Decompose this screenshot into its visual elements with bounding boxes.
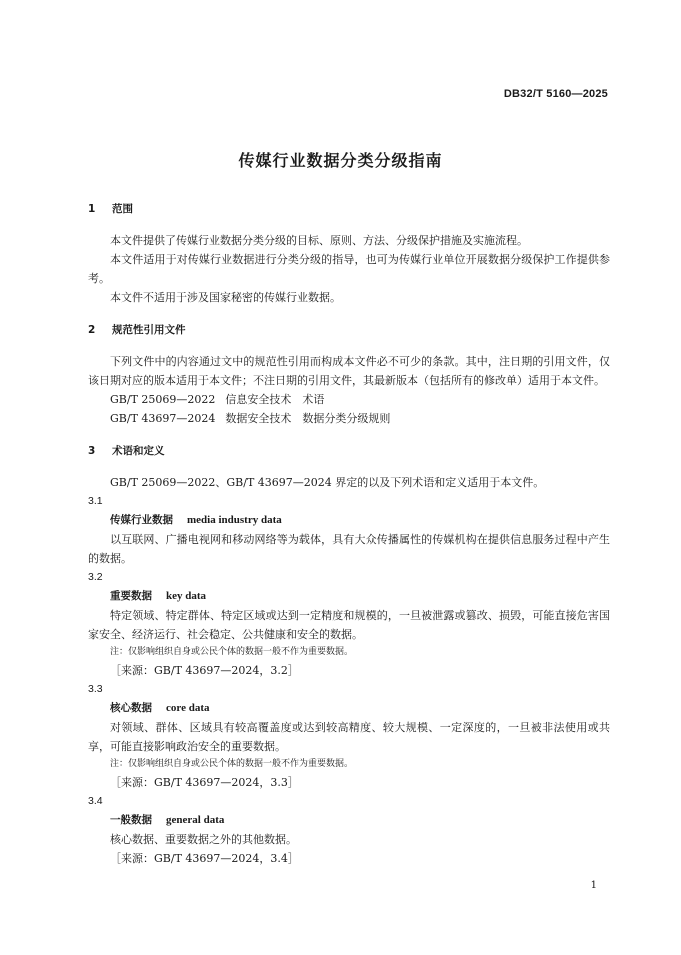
reference-title: 信息安全技术 术语 [225, 393, 325, 406]
term-en: core data [166, 702, 210, 714]
document-title: 传媒行业数据分类分级指南 [238, 151, 443, 170]
term-note: 注：仅影响组织自身或公民个体的数据一般不作为重要数据。 [110, 647, 354, 657]
section-title: 范围 [112, 203, 133, 215]
reference-title: 数据安全技术 数据分类分级规则 [225, 412, 391, 425]
paragraph: 本文件提供了传媒行业数据分类分级的目标、原则、方法、分级保护措施及实施流程。 [110, 234, 528, 247]
term-definition: 核心数据、重要数据之外的其他数据。 [110, 833, 297, 846]
page-number: 1 [590, 880, 597, 891]
section-heading-scope [88, 200, 610, 219]
paragraph: 下列文件中的内容通过文中的规范性引用而构成本文件必不可少的条款。其中，注日期的引用文件，仅该日期对应的版本适用于本文件；不注日期的引用文件，其最新版本（包括所有的修改单）适用于本文件。 [88, 355, 610, 387]
term-number: 3.1 [88, 495, 103, 507]
reference-item [88, 390, 610, 409]
section-number: 3 [88, 445, 96, 457]
term-source: ［来源：GB/T 43697—2024，3.3］ [110, 776, 299, 789]
term-definition: 对领域、群体、区域具有较高覆盖度或达到较高精度、较大规模、一定深度的，一旦被非法使用或共享，可能直接影响政治安全的重要数据。 [88, 721, 610, 753]
term-en: general data [166, 814, 225, 826]
term-name [88, 587, 610, 606]
section-title: 规范性引用文件 [112, 324, 186, 336]
term-en: key data [166, 590, 207, 602]
reference-code: GB/T 43697—2024 [110, 412, 216, 425]
term-definition: 以互联网、广播电视网和移动网络等为载体，具有大众传播属性的传媒机构在提供信息服务过程中产生的数据。 [88, 533, 610, 565]
term-note: 注：仅影响组织自身或公民个体的数据一般不作为重要数据。 [110, 759, 354, 769]
paragraph: 本文件不适用于涉及国家秘密的传媒行业数据。 [110, 291, 341, 304]
term-number: 3.4 [88, 795, 103, 807]
standard-code: DB32/T 5160—2025 [503, 88, 608, 100]
paragraph: 本文件适用于对传媒行业数据进行分类分级的指导，也可为传媒行业单位开展数据分级保护工作提供参考。 [88, 253, 610, 285]
term-zh: 重要数据 [110, 590, 152, 602]
paragraph: GB/T 25069—2022、GB/T 43697—2024 界定的以及下列术语和定义适用于本文件。 [110, 476, 545, 489]
section-heading-normative-references [88, 321, 610, 340]
term-number: 3.2 [88, 571, 103, 583]
section-number: 2 [88, 324, 96, 336]
term-zh: 核心数据 [110, 702, 152, 714]
term-en: media industry data [187, 514, 282, 526]
reference-code: GB/T 25069—2022 [110, 393, 216, 406]
term-zh: 传媒行业数据 [110, 514, 173, 526]
term-definition: 特定领域、特定群体、特定区域或达到一定精度和规模的，一旦被泄露或篡改、损毁，可能直接危害国家安全、经济运行、社会稳定、公共健康和安全的数据。 [88, 609, 610, 641]
reference-item [88, 409, 610, 428]
term-source: ［来源：GB/T 43697—2024，3.4］ [110, 852, 299, 865]
term-name [88, 511, 610, 530]
section-number: 1 [88, 203, 96, 215]
term-name [88, 699, 610, 718]
document-body [88, 200, 610, 868]
term-source: ［来源：GB/T 43697—2024，3.2］ [110, 664, 299, 677]
term-number: 3.3 [88, 683, 103, 695]
term-zh: 一般数据 [110, 814, 152, 826]
term-name [88, 811, 610, 830]
section-heading-terms [88, 442, 610, 461]
section-title: 术语和定义 [112, 445, 165, 457]
